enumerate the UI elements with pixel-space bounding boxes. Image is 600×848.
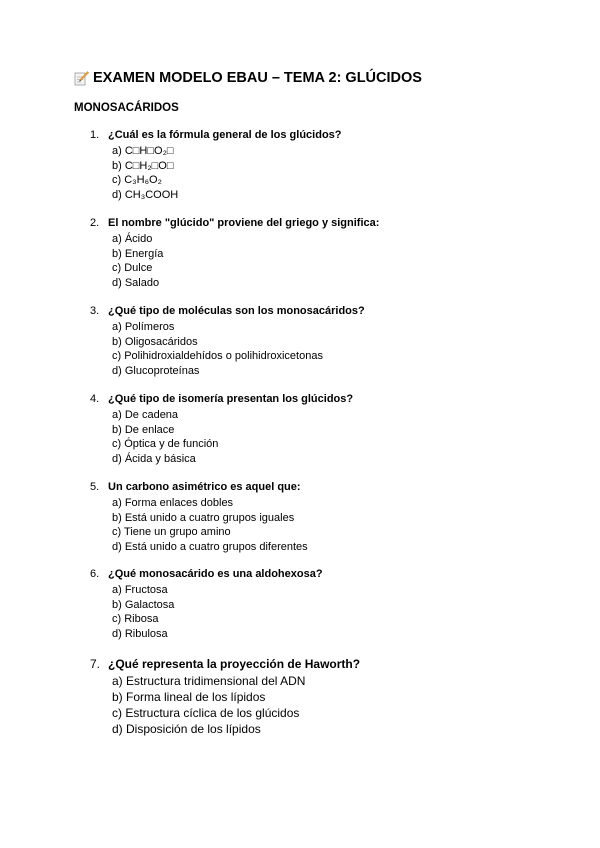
option-b: b) Energía: [112, 247, 164, 260]
question-text: El nombre "glúcido" proviene del griego y significa:: [108, 217, 380, 229]
question-3: [90, 304, 365, 379]
question-text: Un carbono asimétrico es aquel que:: [108, 481, 301, 493]
question-number: 6.: [90, 568, 100, 580]
option-c: c) Dulce: [112, 262, 153, 275]
option-b: b) Está unido a cuatro grupos iguales: [112, 511, 295, 524]
question-5: [90, 480, 308, 555]
option-a: a) Fructosa: [112, 583, 168, 596]
option-a: a) Ácido: [112, 232, 153, 245]
option-c: c) Estructura cíclica de los glúcidos: [112, 706, 300, 720]
question-number: 7.: [90, 657, 101, 671]
option-b: b) Oligosacáridos: [112, 335, 198, 348]
option-a: a) C□H□O₂□: [112, 144, 174, 157]
question-2: [90, 216, 379, 291]
question-number: 5.: [90, 481, 100, 493]
question-text: ¿Cuál es la fórmula general de los glúcidos?: [108, 129, 342, 141]
question-text: ¿Qué representa la proyección de Haworth?: [108, 657, 361, 671]
page-title: [74, 70, 422, 86]
option-c: c) C₃H₆O₂: [112, 174, 162, 187]
option-d: d) Disposición de los lípidos: [112, 722, 261, 736]
option-c: c) Óptica y de función: [112, 438, 219, 451]
question-4: [90, 392, 353, 467]
question-number: 2.: [90, 217, 100, 229]
question-number: 4.: [90, 393, 100, 405]
question-number: 1.: [90, 129, 100, 141]
option-d: d) Ácida y básica: [112, 453, 196, 466]
option-b: b) Forma lineal de los lípidos: [112, 690, 266, 704]
option-a: a) Forma enlaces dobles: [112, 496, 234, 509]
option-c: c) Tiene un grupo amino: [112, 526, 231, 539]
option-d: d) CH₃COOH: [112, 189, 179, 202]
option-a: a) Polímeros: [112, 320, 175, 333]
question-number: 3.: [90, 305, 100, 317]
option-c: c) Ribosa: [112, 613, 159, 626]
option-a: a) Estructura tridimensional del ADN: [112, 674, 306, 688]
question-text: ¿Qué monosacárido es una aldohexosa?: [108, 568, 323, 580]
title-text: EXAMEN MODELO EBAU – TEMA 2: GLÚCIDOS: [93, 70, 422, 86]
option-b: b) Galactosa: [112, 598, 175, 611]
option-d: d) Ribulosa: [112, 628, 168, 641]
option-b: b) C□H₂□O□: [112, 159, 174, 172]
option-d: d) Salado: [112, 277, 160, 290]
option-d: d) Glucoproteínas: [112, 365, 200, 378]
option-d: d) Está unido a cuatro grupos diferentes: [112, 541, 308, 554]
question-text: ¿Qué tipo de moléculas son los monosacáridos?: [108, 305, 365, 317]
question-text: ¿Qué tipo de isomería presentan los glúcidos?: [108, 393, 354, 405]
question-7: [90, 656, 360, 737]
option-a: a) De cadena: [112, 408, 179, 421]
question-6: [90, 567, 323, 642]
section-heading: MONOSACÁRIDOS: [74, 102, 179, 114]
question-1: [90, 128, 342, 203]
option-c: c) Polihidroxialdehídos o polihidroxicetonas: [112, 350, 323, 363]
memo-pencil-icon: [74, 70, 89, 86]
option-b: b) De enlace: [112, 423, 175, 436]
